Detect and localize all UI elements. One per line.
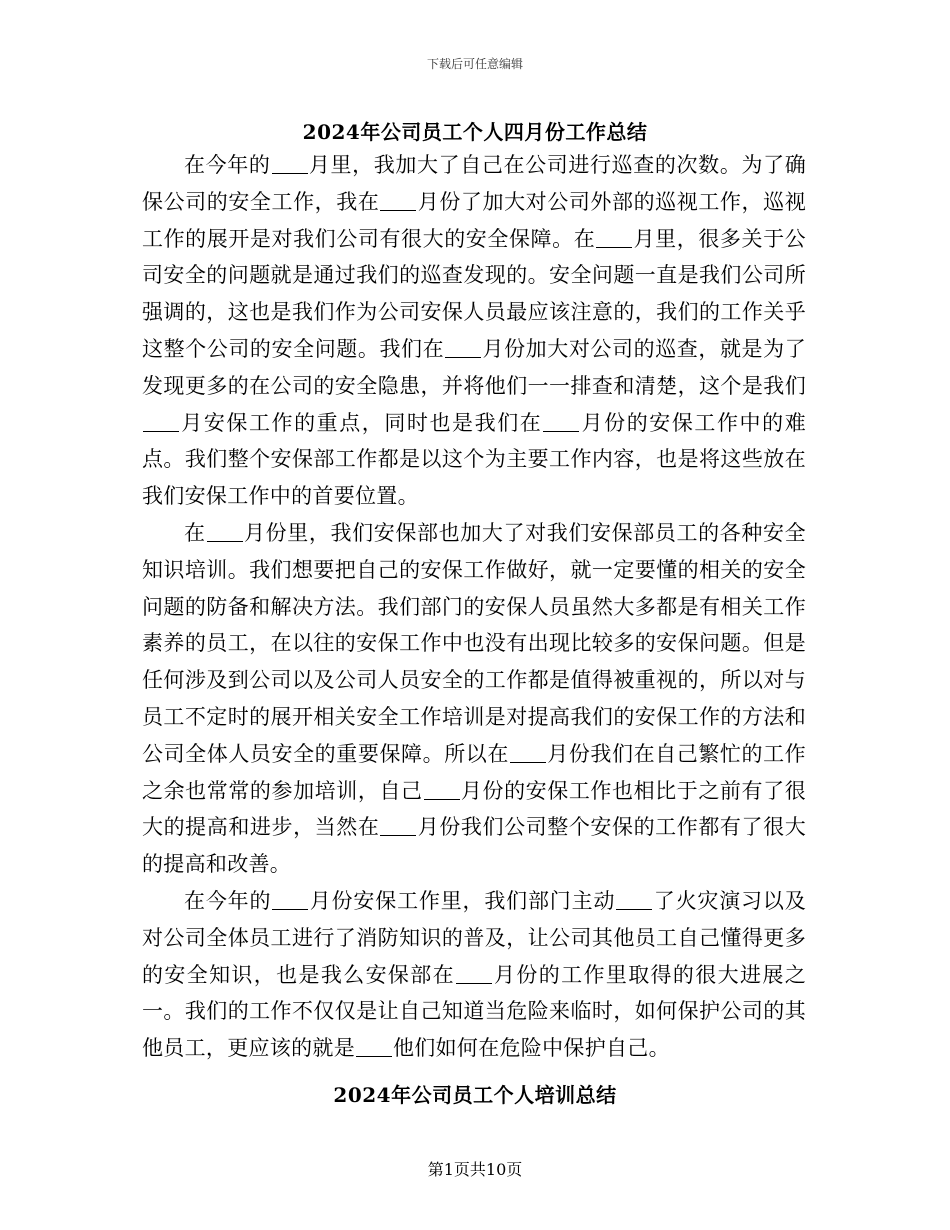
fill-in-blank	[596, 226, 632, 248]
fill-in-blank	[380, 814, 416, 836]
paragraph-text: 月份的安保工作中的难点。我们整个安保部工作都是以这个为主要工作内容，也是将这些放在我们安保工作中的首要位置。	[142, 410, 806, 509]
body-paragraph	[142, 515, 806, 883]
body-paragraph	[142, 147, 806, 515]
paragraph-text: 在今年的	[184, 888, 272, 913]
second-section-title: 2024年公司员工个人培训总结	[333, 1083, 617, 1107]
paragraph-text: 他们如何在危险中保护自己。	[393, 1036, 670, 1061]
paragraph-text: 了火灾演习以及对公司全体员工进行了消防知识的普及，让公司其他员工自己懂得更多的安全知识，也是我么安保部在	[142, 888, 806, 987]
paragraph-text: 月份我们在自己繁忙的工作之余也常常的参加培训，自己	[142, 741, 806, 803]
document-title: 2024年公司员工个人四月份工作总结	[302, 120, 648, 144]
fill-in-blank	[445, 336, 481, 358]
body-paragraph	[142, 883, 806, 1067]
fill-in-blank	[510, 741, 546, 763]
paragraph-text: 月里，很多关于公司安全的问题就是通过我们的巡查发现的。安全问题一直是我们公司所强调的，这也是我们作为公司安保人员最应该注意的，我们的工作关乎这整个公司的安全问题。我们在	[142, 226, 806, 361]
paragraph-text: 月份里，我们安保部也加大了对我们安保部员工的各种安全知识培训。我们想要把自己的安保工作做好，就一定要懂的相关的安全问题的防备和解决方法。我们部门的安保人员虽然大多都是有相关工作素养的员工，在以往的安保工作中也没有出现比较多的安保问题。但是任何涉及到公司以及公司人员安全的工作都是值得被重视的，所以对与员工不定时的展开相关安全工作培训是对提高我们的安保工作的方法和公司全体人员安全的重要保障。所以在	[142, 520, 806, 766]
paragraph-text: 月份加大对公司的巡查，就是为了发现更多的在公司的安全隐患，并将他们一一排查和清楚，这个是我们	[142, 336, 807, 398]
paragraph-text: 月份我们公司整个安保的工作都有了很大的提高和改善。	[142, 815, 806, 877]
paragraph-text: 在	[184, 520, 206, 545]
paragraph-text: 月里，我加大了自己在公司进行巡查的次数。为了确保公司的安全工作，我在	[142, 153, 807, 214]
paragraph-text: 月份的工作里取得的很大进展之一。我们的工作不仅仅是让自己知道当危险来临时，如何保护公司的其他员工，更应该的就是	[142, 962, 806, 1061]
fill-in-blank	[424, 778, 460, 800]
fill-in-blank	[356, 1035, 392, 1057]
paragraph-text: 月份了加大对公司外部的巡视工作，巡视工作的展开是对我们公司有很大的安全保障。在	[142, 189, 806, 251]
paragraph-text: 在今年的	[184, 153, 271, 177]
fill-in-blank	[543, 410, 579, 432]
fill-in-blank	[143, 410, 179, 432]
fill-in-blank	[272, 888, 308, 910]
fill-in-blank	[616, 888, 652, 910]
fill-in-blank	[380, 189, 416, 211]
fill-in-blank	[207, 520, 243, 542]
document-body	[142, 147, 806, 1067]
paragraph-text: 月份安保工作里，我们部门主动	[309, 888, 616, 913]
page-number: 第1页共10页	[427, 1160, 523, 1179]
paragraph-text: 月安保工作的重点，同时也是我们在	[180, 410, 543, 435]
header-note: 下载后可任意编辑	[426, 57, 523, 71]
fill-in-blank	[272, 152, 308, 174]
fill-in-blank	[456, 962, 492, 984]
paragraph-text: 月份的安保工作也相比于之前有了很大的提高和进步，当然在	[142, 778, 806, 840]
